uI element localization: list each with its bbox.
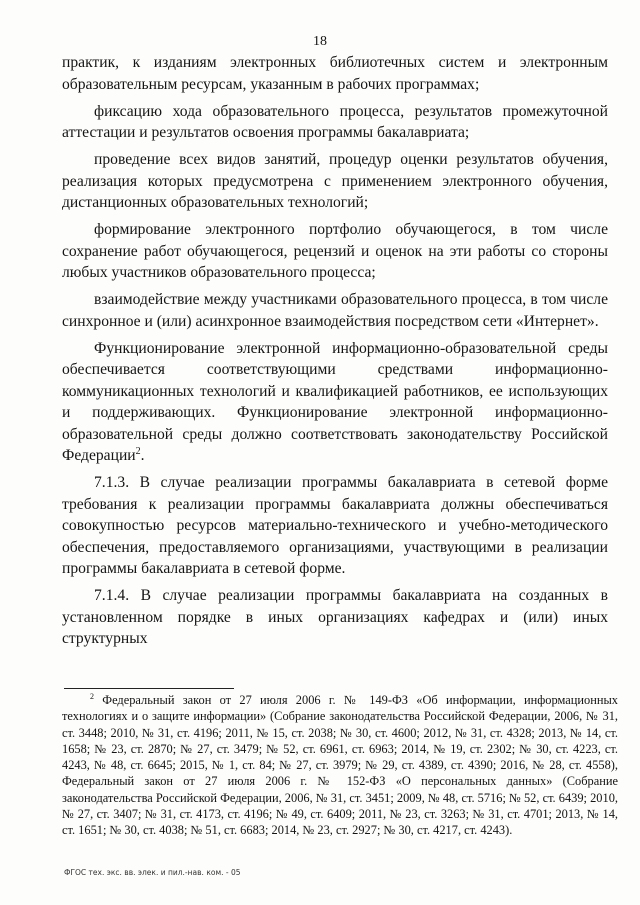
paragraph: практик, к изданиям электронных библиотечных систем и электронным образовательным ресурсам, указанным в рабочих программах; <box>62 54 608 93</box>
paragraph: 7.1.4. В случае реализации программы бакалавриата на созданных в установленном порядке в иных организациях кафедрах и (или) иных структурных <box>62 587 608 647</box>
footnote-divider <box>64 688 234 689</box>
paragraph: взаимодействие между участниками образовательного процесса, в том числе синхронное и (или) асинхронное взаимодействия посредством сети «Интернет». <box>62 291 608 330</box>
paragraph-tail: . <box>140 447 145 464</box>
footnote-reference: 2 <box>135 445 141 457</box>
paragraph <box>62 338 608 467</box>
footnote-text: Федеральный закон от 27 июля 2006 г. № 149-ФЗ «Об информации, информационных технологиях и о защите информации» (Собрание законодательства Российской Федерации, 2006, № 31, ст. 3448; 2010, № 31, ст. 4196; 2011, № 15, ст. 2038; № 30, ст. 4600; 2012, № 31, ст. 4328; 2013, № 14, ст. 1658; № 23, ст. 2870; № 27, ст. 3479; № 52, ст. 6961, ст. 6963; 2014, № 19, ст. 2302; № 30, ст. 4223, ст. 4243, № 48, ст. 6645; 2015, № 1, ст. 84; № 27, ст. 3979; № 29, ст. 4389, ст. 4390; 2016, № 28, ст. 4558), Федеральный закон от 27 июля 2006 г. № 152-ФЗ «О персональных данных» (Собрание законодательства Российской Федерации, 2006, № 31, ст. 3451; 2009, № 48, ст. 5716; № 52, ст. 6439; 2010, № 27, ст. 3407; № 31, ст. 4173, ст. 4196; № 49, ст. 6409; 2011, № 23, ст. 3263; № 31, ст. 4701; 2013, № 14, ст. 1651; № 30, ст. 4038; № 51, ст. 6683; 2014, № 23, ст. 2927; № 30, ст. 4217, ст. 4243). <box>62 693 618 838</box>
paragraph-text: Функционирование электронной информационно-образовательной среды обеспечивается соответствующими средствами информационно-коммуникационных технологий и квалификацией работников, ее использующих и поддерживающих. Функционирование электронной информационно-образовательной среды должно соответствовать законодательству Российской Федерации <box>62 339 608 464</box>
body-text <box>62 52 608 655</box>
footnote-marker: 2 <box>90 691 94 701</box>
paragraph: фиксацию хода образовательного процесса, результатов промежуточной аттестации и результатов освоения программы бакалавриата; <box>62 102 608 141</box>
page-footer: ФГОС тех. экс. вв. элек. и пил.-нав. ком. - 05 <box>64 868 241 877</box>
paragraph: 7.1.3. В случае реализации программы бакалавриата в сетевой форме требования к реализации программы бакалавриата должны обеспечиваться совокупностью ресурсов материально-технического и учебно-методического обеспечения, предоставляемого организациями, участвующими в реализации программы бакалавриата в сетевой форме. <box>62 474 608 577</box>
footnote <box>62 692 618 839</box>
page-number: 18 <box>313 34 327 49</box>
paragraph: проведение всех видов занятий, процедур оценки результатов обучения, реализация которых предусмотрена с применением электронного обучения, дистанционных образовательных технологий; <box>62 151 608 211</box>
paragraph: формирование электронного портфолио обучающегося, в том числе сохранение работ обучающегося, рецензий и оценок на эти работы со стороны любых участников образовательного процесса; <box>62 221 608 281</box>
